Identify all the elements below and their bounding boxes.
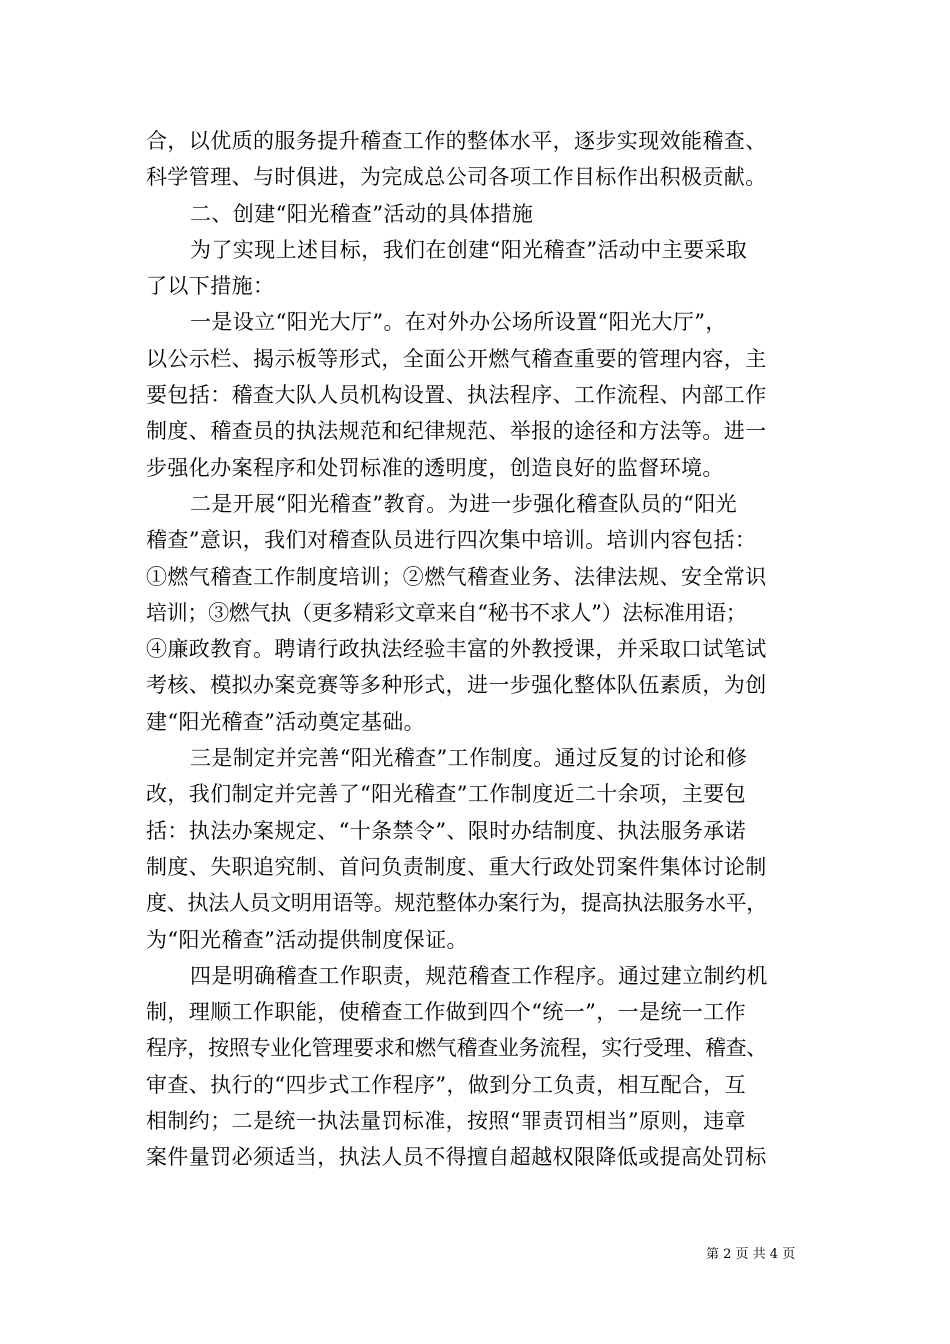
text-line: 相制约；二是统一执法量罚标准，按照“罪责罚相当”原则，违章 [146,1109,747,1134]
text-line: 建“阳光稽查”活动奠定基础。 [146,709,426,734]
text-line: 四是明确稽查工作职责，规范稽查工作程序。通过建立制约机 [190,963,768,988]
text-line: 度、执法人员文明用语等。规范整体办案行为，提高执法服务水平， [146,891,767,916]
page-number: 第 2 页 共 4 页 [706,1247,796,1262]
text-line: 培训；③燃气执（更多精彩文章来自“秘书不求人”）法标准用语； [146,600,747,625]
text-line: ④廉政教育。聘请行政执法经验丰富的外教授课，并采取口试笔试 [146,637,767,662]
text-line: 三是制定并完善“阳光稽查”工作制度。通过反复的讨论和修 [190,746,748,771]
text-line: ①燃气稽查工作制度培训；②燃气稽查业务、法律法规、安全常识 [146,564,767,589]
text-line: 制度、稽查员的执法规范和纪律规范、举报的途径和方法等。进一 [146,419,767,444]
text-line: 括：执法办案规定、“十条禁令”、限时办结制度、执法服务承诺 [146,818,747,843]
text-line: 案件量罚必须适当，执法人员不得擅自超越权限降低或提高处罚标 [146,1145,767,1170]
text-line: 考核、模拟办案竞赛等多种形式，进一步强化整体队伍素质，为创 [146,673,767,698]
text-line: 制，理顺工作职能，使稽查工作做到四个“统一”，一是统一工作 [146,1000,747,1025]
text-line: 审查、执行的“四步式工作程序”，做到分工负责，相互配合，互 [146,1072,747,1097]
text-line: 步强化办案程序和处罚标准的透明度，创造良好的监督环境。 [146,455,724,480]
text-line: 改，我们制定并完善了“阳光稽查”工作制度近二十余项，主要包 [146,782,747,807]
text-line: 稽查”意识，我们对稽查队员进行四次集中培训。培训内容包括： [146,528,757,553]
text-line: 要包括：稽查大队人员机构设置、执法程序、工作流程、内部工作 [146,383,767,408]
text-line: 为“阳光稽查”活动提供制度保证。 [146,927,468,952]
text-line: 以公示栏、揭示板等形式，全面公开燃气稽查重要的管理内容，主 [146,346,767,371]
text-line: 制度、失职追究制、首问负责制度、重大行政处罚案件集体讨论制 [146,854,767,879]
text-line: 科学管理、与时俱进，为完成总公司各项工作目标作出积极贡献。 [146,165,767,190]
text-line: 一是设立“阳光大厅”。在对外办公场所设置“阳光大厅”， [190,310,727,335]
text-line: 合，以优质的服务提升稽查工作的整体水平，逐步实现效能稽查、 [146,129,767,153]
text-line: 程序，按照专业化管理要求和燃气稽查业务流程，实行受理、稽查、 [146,1036,767,1061]
text-line: 二是开展“阳光稽查”教育。为进一步强化稽查队员的“阳光 [190,491,738,516]
text-line: 为了实现上述目标，我们在创建“阳光稽查”活动中主要采取 [190,237,748,262]
text-line: 二、创建“阳光稽查”活动的具体措施 [190,201,534,226]
text-line: 了以下措施： [146,274,275,299]
document-body [146,123,806,1176]
